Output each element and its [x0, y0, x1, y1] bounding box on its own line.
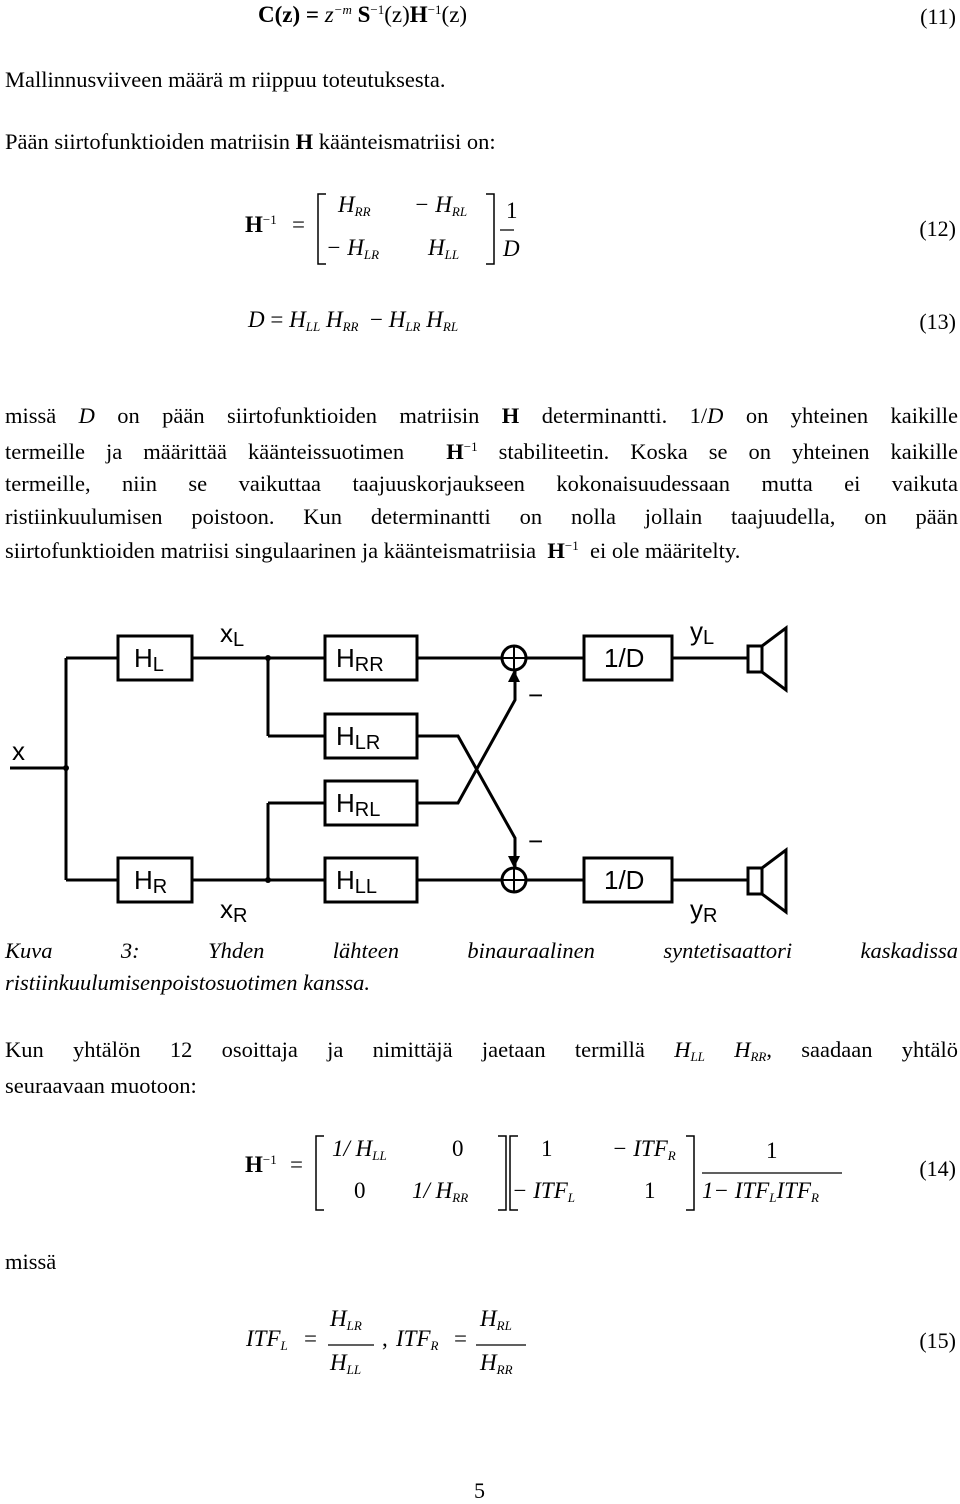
- page-number: 5: [474, 1478, 485, 1503]
- eq12-lhs: $H^{-1}$: [245, 212, 277, 237]
- yl-label: yL: [690, 616, 715, 649]
- eq14-b22: 1: [644, 1178, 656, 1203]
- eq14-a22: 1/ $H_{RR}$: [412, 1178, 469, 1205]
- hrl-label: HRL: [336, 788, 381, 821]
- eq12-number: (12): [919, 216, 956, 241]
- eq15-n1: $H_{LR}$: [330, 1306, 362, 1333]
- eq11-inv1: −1: [370, 2, 385, 17]
- inv-d-bottom-label: 1/D: [604, 865, 645, 895]
- eq14-b12: − $ITF_R$: [612, 1136, 676, 1163]
- latency-paragraph: Mallinnusviiveen määrä m riippuu toteutuksesta.: [5, 67, 446, 92]
- eq11-lhs: C(z) =: [258, 2, 319, 27]
- eq14-a12: 0: [452, 1136, 464, 1161]
- xl-label: xL: [220, 618, 245, 651]
- eq13-number: (13): [919, 309, 956, 334]
- crosstalk-diagram: [0, 600, 960, 930]
- eq14-lhs: $H^{-1}$: [245, 1152, 277, 1177]
- eq11-m: −m: [333, 2, 352, 17]
- para2-line1: Kun yhtälön 12 osoittaja ja nimittäjä jaetaan termillä $H_{LL}$ $H_{RR}$, saadaan yhtälö: [5, 1037, 958, 1064]
- eq11-mid: (z): [384, 2, 410, 27]
- eq12-m11: $H_{RR}$: [338, 192, 371, 219]
- equation-13: $D = H_{LL}$ $H_{RR} - H_{LR}$ $H_{RL}$: [248, 307, 459, 334]
- input-x-label: x: [12, 736, 25, 766]
- eq15-d2: $H_{RR}$: [480, 1350, 513, 1377]
- inv-d-top-label: 1/D: [604, 643, 645, 673]
- para1-line5: siirtofunktioiden matriisi singulaarinen ja käänteismatriisia $H^{-1}$ ei ole määritelty.: [5, 538, 741, 563]
- equation-11: [258, 2, 467, 28]
- hrr-label: HRR: [336, 643, 384, 676]
- hl-label: HL: [134, 643, 164, 676]
- eq15-number: (15): [919, 1328, 956, 1353]
- eq12-m12: − $H_{RL}$: [414, 192, 468, 219]
- eq15-comma: ,: [382, 1326, 388, 1351]
- eq11-tail: (z): [441, 2, 468, 27]
- para1-line1: missä D on pään siirtofunktioiden matriisin H determinantti. 1/D on yhteinen kaikille: [5, 403, 959, 428]
- inverse-intro-suffix: käänteismatriisi on:: [318, 129, 496, 154]
- inverse-intro-prefix: Pään siirtofunktioiden matriisin: [5, 129, 290, 154]
- eq14-number: (14): [919, 1156, 956, 1181]
- para2-line2: seuraavaan muotoon:: [5, 1073, 197, 1098]
- eq12-m21: − $H_{LR}$: [326, 235, 380, 262]
- para1-line2: termeille ja määrittää käänteissuotimen $H^{-1}$ stabiliteetin. Koska se on yhteinen kaikille: [5, 439, 959, 464]
- hlr-label: HLR: [336, 721, 381, 754]
- eq14-frac-num: 1: [766, 1138, 778, 1163]
- arrow-up-icon: [508, 670, 520, 682]
- eq15-equals1: =: [304, 1326, 317, 1351]
- eq14-a21: 0: [354, 1178, 366, 1203]
- caption-line2: ristiinkuulumisenpoistosuotimen kanssa.: [5, 970, 370, 995]
- para1-line3: termeille, niin se vaikuttaa taajuuskorjaukseen kokonaisuudessaan mutta ei vaikuta: [5, 471, 958, 496]
- eq11-inv2: −1: [427, 2, 442, 17]
- missa-label: missä: [5, 1249, 57, 1274]
- eq14-b21: − $ITF_L$: [512, 1178, 576, 1205]
- eq15-d1: $H_{LL}$: [330, 1350, 362, 1377]
- eq11-S: S: [357, 2, 371, 27]
- eq14-frac-den: $1- ITF_LITF_R$: [702, 1178, 819, 1205]
- yr-label: yR: [690, 894, 718, 927]
- para1-line4: ristiinkuulumisen poistoon. Kun determinantti on nolla jollain taajuudella, on pään: [5, 504, 958, 529]
- eq14-a11: 1/ $H_{LL}$: [332, 1136, 387, 1163]
- inverse-intro: [5, 124, 496, 159]
- eq14-b11: 1: [541, 1136, 553, 1161]
- eq15-n2: $H_{RL}$: [480, 1306, 512, 1333]
- eq12-frac-den: D: [503, 236, 520, 261]
- eq12-frac-num: 1: [506, 198, 518, 223]
- arrow-down-icon: [508, 856, 520, 868]
- eq15-equals2: =: [454, 1326, 467, 1351]
- minus-bottom-label: −: [528, 826, 544, 856]
- eq11-z: z: [324, 2, 334, 27]
- eq15-itfr: $ITF_R$: [396, 1326, 439, 1353]
- eq12-m22: $H_{LL}$: [428, 235, 460, 262]
- minus-top-label: −: [528, 680, 544, 710]
- eq14-equals: =: [290, 1152, 303, 1177]
- eq11-number: (11): [920, 4, 956, 29]
- xr-label: xR: [220, 894, 248, 927]
- caption-line1: Kuva 3: Yhden lähteen binauraalinen syntetisaattori kaskadissa: [5, 938, 958, 963]
- eq12-equals: =: [292, 212, 305, 237]
- hll-label: HLL: [336, 865, 378, 898]
- eq11-H: H: [409, 2, 428, 27]
- eq15-itfl: $ITF_L$: [246, 1326, 288, 1353]
- hr-label: HR: [134, 865, 168, 898]
- inverse-intro-H: H: [295, 129, 314, 154]
